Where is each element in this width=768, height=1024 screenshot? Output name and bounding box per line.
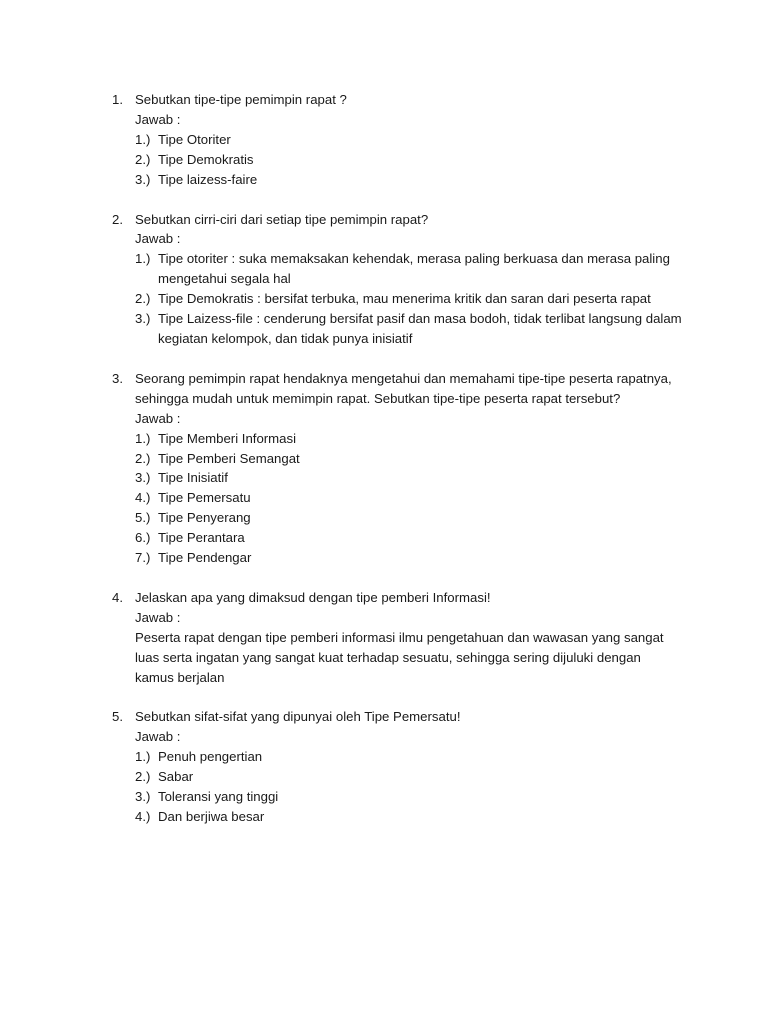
question-4: [112, 588, 682, 688]
question-number: 3.: [112, 370, 123, 386]
question-line: [112, 707, 682, 727]
answer-number: 6.): [135, 530, 151, 546]
answer-text: Tipe Demokratis : bersifat terbuka, mau menerima kritik dan saran dari peserta rapat: [158, 291, 651, 307]
answer-block: [135, 608, 682, 688]
answer-text: Sabar: [158, 769, 194, 785]
answer-number: 2.): [135, 291, 151, 307]
answer-number: 1.): [135, 251, 151, 267]
answer-text: Penuh pengertian: [158, 749, 263, 765]
answer-item: [135, 807, 682, 827]
answer-text: Tipe Pendengar: [158, 550, 252, 566]
answer-label: Jawab :: [135, 729, 181, 745]
answer-item: [135, 289, 682, 309]
answer-number: 3.): [135, 789, 151, 805]
answer-item: [135, 429, 682, 449]
question-5: [112, 707, 682, 826]
question-text: Sebutkan sifat-sifat yang dipunyai oleh Tipe Pemersatu!: [135, 709, 461, 725]
answer-item: [135, 488, 682, 508]
answer-item: [135, 548, 682, 568]
answer-label: Jawab :: [135, 410, 181, 426]
answer-item: [135, 249, 682, 289]
question-line: [112, 90, 682, 110]
document-content: [112, 90, 682, 847]
question-text: Sebutkan cirri-ciri dari setiap tipe pemimpin rapat?: [135, 211, 429, 227]
question-2: [112, 210, 682, 349]
answer-text: Tipe Perantara: [158, 530, 245, 546]
answer-number: 1.): [135, 131, 151, 147]
question-1: [112, 90, 682, 190]
answer-number: 4.): [135, 809, 151, 824]
question-number: 4.: [112, 589, 123, 605]
question-line: [112, 588, 682, 608]
answer-text: Tipe Penyerang: [158, 510, 251, 526]
answer-item: [135, 449, 682, 469]
answer-item: [135, 528, 682, 548]
answer-block: [135, 229, 682, 348]
answer-number: 4.): [135, 490, 151, 506]
answer-text: Toleransi yang tinggi: [158, 789, 279, 805]
question-text: Sebutkan tipe-tipe pemimpin rapat ?: [135, 92, 347, 107]
question-line: [112, 369, 682, 409]
answer-number: 3.): [135, 311, 151, 327]
answer-block: [135, 409, 682, 568]
answer-label: Jawab :: [135, 231, 181, 247]
question-3: [112, 369, 682, 568]
answer-item: [135, 130, 682, 150]
answer-number: 2.): [135, 151, 151, 167]
question-number: 5.: [112, 709, 123, 725]
answer-text: Tipe Otoriter: [158, 131, 231, 147]
answer-number: 2.): [135, 450, 151, 466]
answer-number: 7.): [135, 550, 151, 566]
answer-paragraph: Peserta rapat dengan tipe pemberi informasi ilmu pengetahuan dan wawasan yang sangat luas serta ingatan yang sangat kuat terhadap sesuatu, sehingga sering dijuluki dengan kamus berjalan: [135, 629, 664, 685]
answer-text: Tipe Pemersatu: [158, 490, 251, 506]
answer-block: [135, 110, 682, 190]
answer-item: [135, 309, 682, 349]
answer-item: [135, 747, 682, 767]
question-line: [112, 210, 682, 230]
answer-item: [135, 508, 682, 528]
question-text: Jelaskan apa yang dimaksud dengan tipe pemberi Informasi!: [135, 589, 491, 605]
answer-item: [135, 468, 682, 488]
answer-item: [135, 787, 682, 807]
answer-number: 1.): [135, 430, 151, 446]
answer-label: Jawab :: [135, 111, 181, 127]
answer-number: 3.): [135, 470, 151, 486]
question-text: Seorang pemimpin rapat hendaknya mengetahui dan memahami tipe-tipe peserta rapatnya, sehingga mudah untuk memimpin rapat. Sebutkan tipe-tipe peserta rapat tersebut?: [135, 370, 672, 406]
answer-text: Tipe Demokratis: [158, 151, 254, 167]
answer-item: [135, 150, 682, 170]
answer-number: 5.): [135, 510, 151, 526]
question-number: 2.: [112, 211, 123, 227]
answer-number: 3.): [135, 171, 151, 187]
answer-number: 1.): [135, 749, 151, 765]
answer-text: Tipe Laizess-file : cenderung bersifat pasif dan masa bodoh, tidak terlibat langsung dalam kegiatan kelompok, dan tidak punya inisiatif: [158, 311, 682, 346]
answer-number: 2.): [135, 769, 151, 785]
answer-item: [135, 170, 682, 190]
answer-item: [135, 767, 682, 787]
answer-text: Tipe Pemberi Semangat: [158, 450, 300, 466]
answer-text: Tipe Memberi Informasi: [158, 430, 297, 446]
answer-text: Dan berjiwa besar: [158, 809, 265, 824]
answer-block: [135, 727, 682, 827]
answer-text: Tipe otoriter : suka memaksakan kehendak, merasa paling berkuasa dan merasa paling mengetahui segala hal: [158, 251, 670, 287]
answer-text: Tipe Inisiatif: [158, 470, 228, 486]
question-number: 1.: [112, 92, 123, 107]
answer-label: Jawab :: [135, 609, 181, 625]
answer-text: Tipe laizess-faire: [158, 171, 258, 187]
